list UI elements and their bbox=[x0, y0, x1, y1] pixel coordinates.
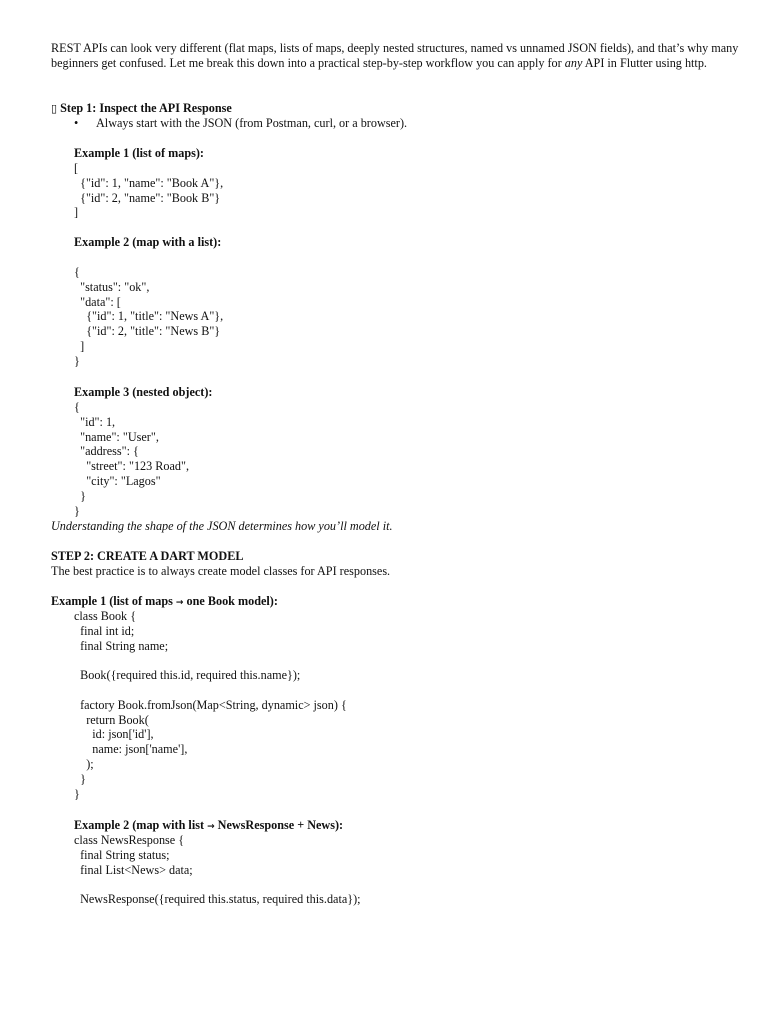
step2-example1-title-b: one Book model): bbox=[183, 594, 278, 608]
arrow-right-icon: → bbox=[207, 822, 215, 832]
step1-title: Step 1: Inspect the API Response bbox=[60, 101, 232, 115]
step1-example2-code: { "status": "ok", "data": [ {"id": 1, "title": "News A"}, {"id": 2, "title": "News B"} ] } bbox=[74, 265, 224, 368]
missing-glyph-icon: ▯ bbox=[51, 102, 58, 115]
step2-text: The best practice is to always create model classes for API responses. bbox=[51, 564, 391, 578]
step2-example1-code: class Book { final int id; final String name; Book({required this.id, required this.name}); factory Book.fromJson(Map<String, dynamic> json) { return Book( id: json['id'], name: json['name'], ); } } bbox=[74, 609, 347, 801]
step2-example1-title-a: Example 1 (list of maps bbox=[51, 594, 176, 608]
step2-example2-title-b: NewsResponse + News): bbox=[214, 818, 344, 832]
step1-example3-title: Example 3 (nested object): bbox=[74, 385, 213, 399]
step2-example2-code: class NewsResponse { final String status; final List<News> data; NewsResponse({required this.status, required this.data}); bbox=[74, 833, 361, 907]
intro-text-1: REST APIs can look very different (flat maps, lists of maps, deeply nested structures, named vs unnamed JSON fields), and that’s why many beginners get confused. Let me break this down into a practical step-by-step workflow you can apply for bbox=[51, 41, 739, 70]
step1-example3-code: { "id": 1, "name": "User", "address": { "street": "123 Road", "city": "Lagos" } } bbox=[74, 400, 190, 518]
json-shape-note: Understanding the shape of the JSON determines how you’ll model it. bbox=[51, 519, 393, 533]
step1-example2-title: Example 2 (map with a list): bbox=[74, 235, 222, 249]
arrow-right-icon: → bbox=[175, 598, 184, 608]
step1-example1-code: [ {"id": 1, "name": "Book A"}, {"id": 2, "name": "Book B"} ] bbox=[74, 161, 224, 220]
step1-example1-title: Example 1 (list of maps): bbox=[74, 146, 204, 160]
bullet-text: Always start with the JSON (from Postman, curl, or a browser). bbox=[96, 116, 408, 130]
intro-paragraph bbox=[51, 41, 741, 71]
step1-heading bbox=[51, 101, 232, 117]
step2-example2-title-a: Example 2 (map with list bbox=[74, 818, 208, 832]
intro-text-2: API in Flutter using http. bbox=[582, 55, 707, 70]
intro-emphasis: any bbox=[564, 55, 583, 70]
bullet-dot-icon: • bbox=[74, 116, 79, 130]
step2-title: STEP 2: CREATE A DART MODEL bbox=[51, 549, 244, 563]
